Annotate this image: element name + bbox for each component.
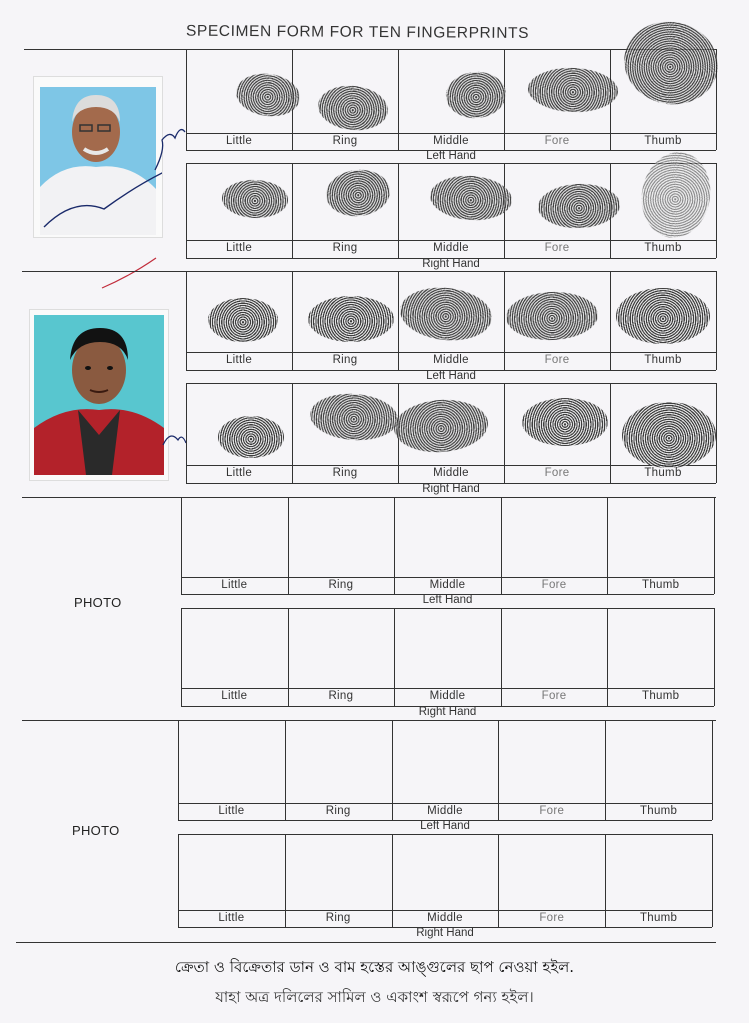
person-1-photo — [33, 76, 163, 238]
grid-line — [716, 271, 717, 370]
fingerprint-impression — [221, 179, 288, 219]
finger-label-thumb: Thumb — [644, 135, 682, 147]
photo-label-3: PHOTO — [74, 595, 122, 610]
fingerprint-impression — [324, 167, 392, 219]
finger-label-little: Little — [218, 912, 245, 924]
right-hand-label: Right Hand — [416, 927, 474, 939]
left-hand-label: Left Hand — [426, 370, 476, 382]
finger-label-fore: Fore — [544, 354, 570, 366]
finger-label-thumb: Thumb — [639, 805, 678, 817]
grid-line — [716, 163, 717, 258]
finger-label-middle: Middle — [433, 467, 469, 479]
person-2-photo — [29, 309, 169, 481]
grid-line — [712, 834, 713, 927]
fingerprint-impression — [444, 70, 507, 120]
fingerprint-impression — [617, 13, 726, 113]
grid-line — [178, 834, 712, 835]
finger-label-thumb: Thumb — [642, 579, 680, 591]
fingerprint-impression — [218, 416, 284, 458]
finger-label-thumb: Thumb — [642, 690, 680, 702]
grid-line — [181, 577, 714, 578]
finger-label-thumb: Thumb — [644, 242, 682, 254]
left-hand-label: Left Hand — [426, 150, 476, 162]
grid-line — [186, 383, 716, 384]
grid-line — [186, 465, 716, 466]
grid-line — [24, 49, 716, 50]
fingerprint-impression — [316, 82, 390, 133]
finger-label-little: Little — [221, 690, 248, 702]
fingerprint-impression — [622, 402, 716, 468]
finger-label-ring: Ring — [328, 579, 354, 591]
footer-line-2: যাহা অত্র দলিলের সামিল ও একাংশ স্বরূপে গন্য হইল। — [215, 988, 534, 1006]
finger-label-ring: Ring — [332, 242, 358, 254]
fingerprint-impression — [398, 283, 495, 344]
fingerprint-impression — [208, 298, 278, 342]
finger-label-ring: Ring — [332, 467, 358, 479]
grid-line — [186, 133, 716, 134]
fingerprint-impression — [308, 296, 394, 342]
grid-line — [714, 497, 715, 594]
finger-label-ring: Ring — [332, 354, 358, 366]
grid-line — [186, 352, 716, 353]
grid-line — [186, 497, 716, 498]
fingerprint-impression — [522, 398, 608, 446]
fingerprint-impression — [527, 66, 618, 113]
grid-line — [178, 803, 712, 804]
finger-label-little: Little — [225, 354, 253, 366]
grid-line — [181, 688, 714, 689]
left-hand-label: Left Hand — [420, 820, 470, 832]
photo-label-4: PHOTO — [72, 823, 120, 838]
finger-label-ring: Ring — [332, 135, 358, 147]
ink-stroke — [100, 252, 160, 292]
finger-label-middle: Middle — [429, 579, 466, 591]
finger-label-ring: Ring — [325, 912, 351, 924]
right-hand-label: Right Hand — [422, 258, 480, 270]
finger-label-little: Little — [225, 467, 253, 479]
footer-line-1: ক্রেতা ও বিক্রেতার ডান ও বাম হস্তের আঙ্গুলের ছাপ নেওয়া হইল. — [174, 958, 575, 976]
fingerprint-impression — [505, 290, 599, 341]
grid-line — [178, 910, 712, 911]
grid-line — [712, 720, 713, 820]
right-hand-label: Right Hand — [418, 706, 477, 718]
grid-line — [186, 163, 716, 164]
finger-label-little: Little — [225, 242, 253, 254]
finger-label-fore: Fore — [541, 579, 567, 591]
finger-label-fore: Fore — [544, 467, 570, 479]
finger-label-ring: Ring — [325, 805, 351, 817]
grid-line — [181, 720, 714, 721]
finger-label-middle: Middle — [429, 690, 466, 702]
fingerprint-impression — [392, 397, 489, 455]
finger-label-fore: Fore — [544, 135, 570, 147]
finger-label-middle: Middle — [433, 354, 469, 366]
finger-label-thumb: Thumb — [644, 354, 682, 366]
finger-label-fore: Fore — [544, 242, 570, 254]
finger-label-thumb: Thumb — [644, 467, 682, 479]
grid-line — [181, 608, 714, 609]
grid-line — [186, 240, 716, 241]
left-hand-label: Left Hand — [422, 594, 473, 606]
fingerprint-impression — [309, 391, 400, 443]
form-title: SPECIMEN FORM FOR TEN FINGERPRINTS — [185, 22, 530, 42]
finger-label-ring: Ring — [328, 690, 354, 702]
fingerprint-impression — [537, 183, 620, 230]
right-hand-label: Right Hand — [422, 483, 480, 495]
finger-label-little: Little — [218, 805, 245, 817]
fingerprint-impression — [635, 147, 717, 244]
finger-label-fore: Fore — [539, 912, 565, 924]
grid-line — [714, 608, 715, 706]
finger-label-middle: Middle — [427, 805, 463, 817]
finger-label-middle: Middle — [433, 135, 469, 147]
finger-label-little: Little — [221, 579, 248, 591]
finger-label-thumb: Thumb — [639, 912, 678, 924]
finger-label-middle: Middle — [427, 912, 463, 924]
fingerprint-impression — [616, 288, 710, 344]
grid-line — [716, 383, 717, 483]
grid-line — [178, 942, 712, 943]
grid-line — [186, 271, 716, 272]
finger-label-little: Little — [225, 135, 253, 147]
finger-label-fore: Fore — [539, 805, 565, 817]
person-1-signature — [150, 120, 190, 180]
fingerprint-impression — [429, 173, 514, 223]
finger-label-middle: Middle — [433, 242, 469, 254]
finger-label-fore: Fore — [541, 690, 567, 702]
